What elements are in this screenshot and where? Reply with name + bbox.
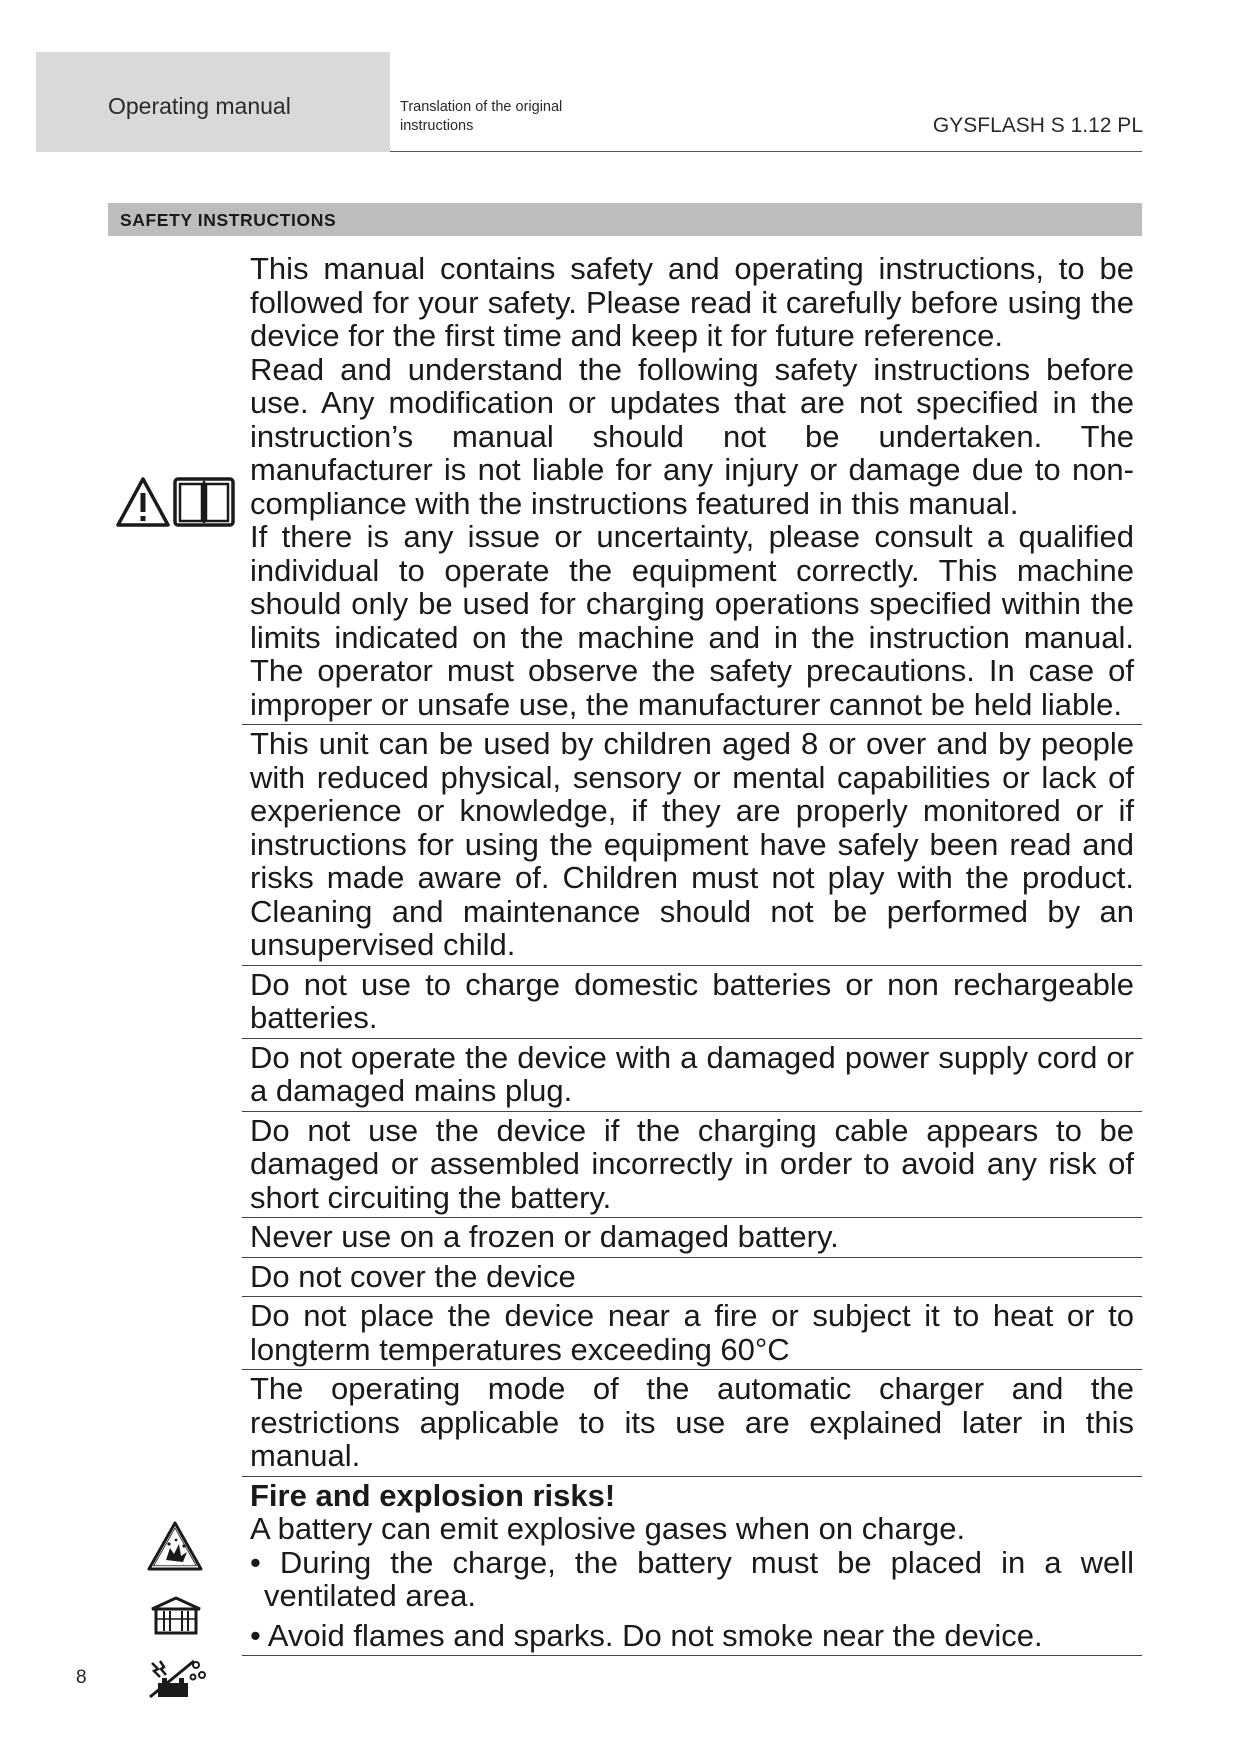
fire-risk-block	[242, 1477, 1142, 1657]
fire-risk-bullet: • During the charge, the battery must be placed in a well ventilated area.	[250, 1544, 1134, 1613]
product-code: GYSFLASH S 1.12 PL	[932, 114, 1143, 137]
header-rule	[390, 151, 1142, 152]
children-block	[242, 725, 1142, 966]
instruction-text: Do not place the device near a fire or subject it to heat or to longterm temperatures exceeding 60°C	[250, 1298, 1134, 1367]
warning-triangle-icon	[116, 476, 170, 528]
intro-paragraph: Read and understand the following safety instructions before use. Any modification or updates that are not specified in the instruction’s manual should not be undertaken. The manufacturer is not liable for any injury or damage due to non-compliance with the instructions featured in this manual.	[250, 351, 1134, 521]
instruction-text: This unit can be used by children aged 8 or over and by people with reduced physical, sensory or mental capabilities or lack of experience or knowledge, if they are properly monitored or if instructions for using the equipment have safely been read and risks made aware of. Children must not play with the product. Cleaning and maintenance should not be performed by an unsupervised child.	[250, 726, 1134, 962]
instruction-text: Do not use to charge domestic batteries or non rechargeable batteries.	[250, 966, 1134, 1035]
safety-content	[242, 250, 1142, 1656]
intro-block	[242, 250, 1142, 725]
intro-paragraph: This manual contains safety and operating instructions, to be followed for your safety. Please read it carefully before using the device for the first time and keep it for future reference.	[250, 251, 1134, 353]
instruction-text: Never use on a frozen or damaged battery.	[250, 1219, 839, 1254]
instruction-text: Do not operate the device with a damaged power supply cord or a damaged mains plug.	[250, 1039, 1134, 1108]
instruction-text: The operating mode of the automatic charger and the restrictions applicable to its use are explained later in this manual.	[250, 1371, 1134, 1473]
fire-risk-intro: A battery can emit explosive gases when on charge.	[250, 1511, 966, 1546]
intro-paragraph: If there is any issue or uncertainty, please consult a qualified individual to operate the equipment correctly. This machine should only be used for charging operations specified within the limits indicated on the machine and in the instruction manual. The operator must observe the safety precautions. In case of improper or unsafe use, the manufacturer cannot be held liable.	[250, 519, 1134, 722]
explosion-hazard-icon	[146, 1520, 204, 1572]
instruction-block	[242, 1218, 1142, 1258]
open-book-icon	[172, 476, 236, 528]
instruction-block	[242, 1039, 1142, 1112]
instruction-text: Do not use the device if the charging cable appears to be damaged or assembled incorrectly in order to avoid any risk of short circuiting the battery.	[250, 1112, 1134, 1215]
section-title: SAFETY INSTRUCTIONS	[120, 210, 337, 230]
fire-risk-bullet: • Avoid flames and sparks. Do not smoke near the device.	[250, 1617, 1043, 1653]
instruction-block	[242, 1258, 1142, 1298]
no-flames-sparks-icon	[146, 1657, 208, 1701]
header-title: Operating manual	[108, 93, 291, 119]
instruction-text: Do not cover the device	[250, 1258, 576, 1294]
instruction-block	[242, 966, 1142, 1039]
ventilated-area-icon	[148, 1595, 204, 1635]
page-number: 8	[76, 1667, 87, 1688]
instruction-block	[242, 1112, 1142, 1219]
instruction-block	[242, 1297, 1142, 1370]
instruction-block	[242, 1370, 1142, 1477]
fire-risk-title: Fire and explosion risks!	[250, 1477, 616, 1513]
header-subtitle: Translation of the original instructions	[400, 99, 563, 134]
